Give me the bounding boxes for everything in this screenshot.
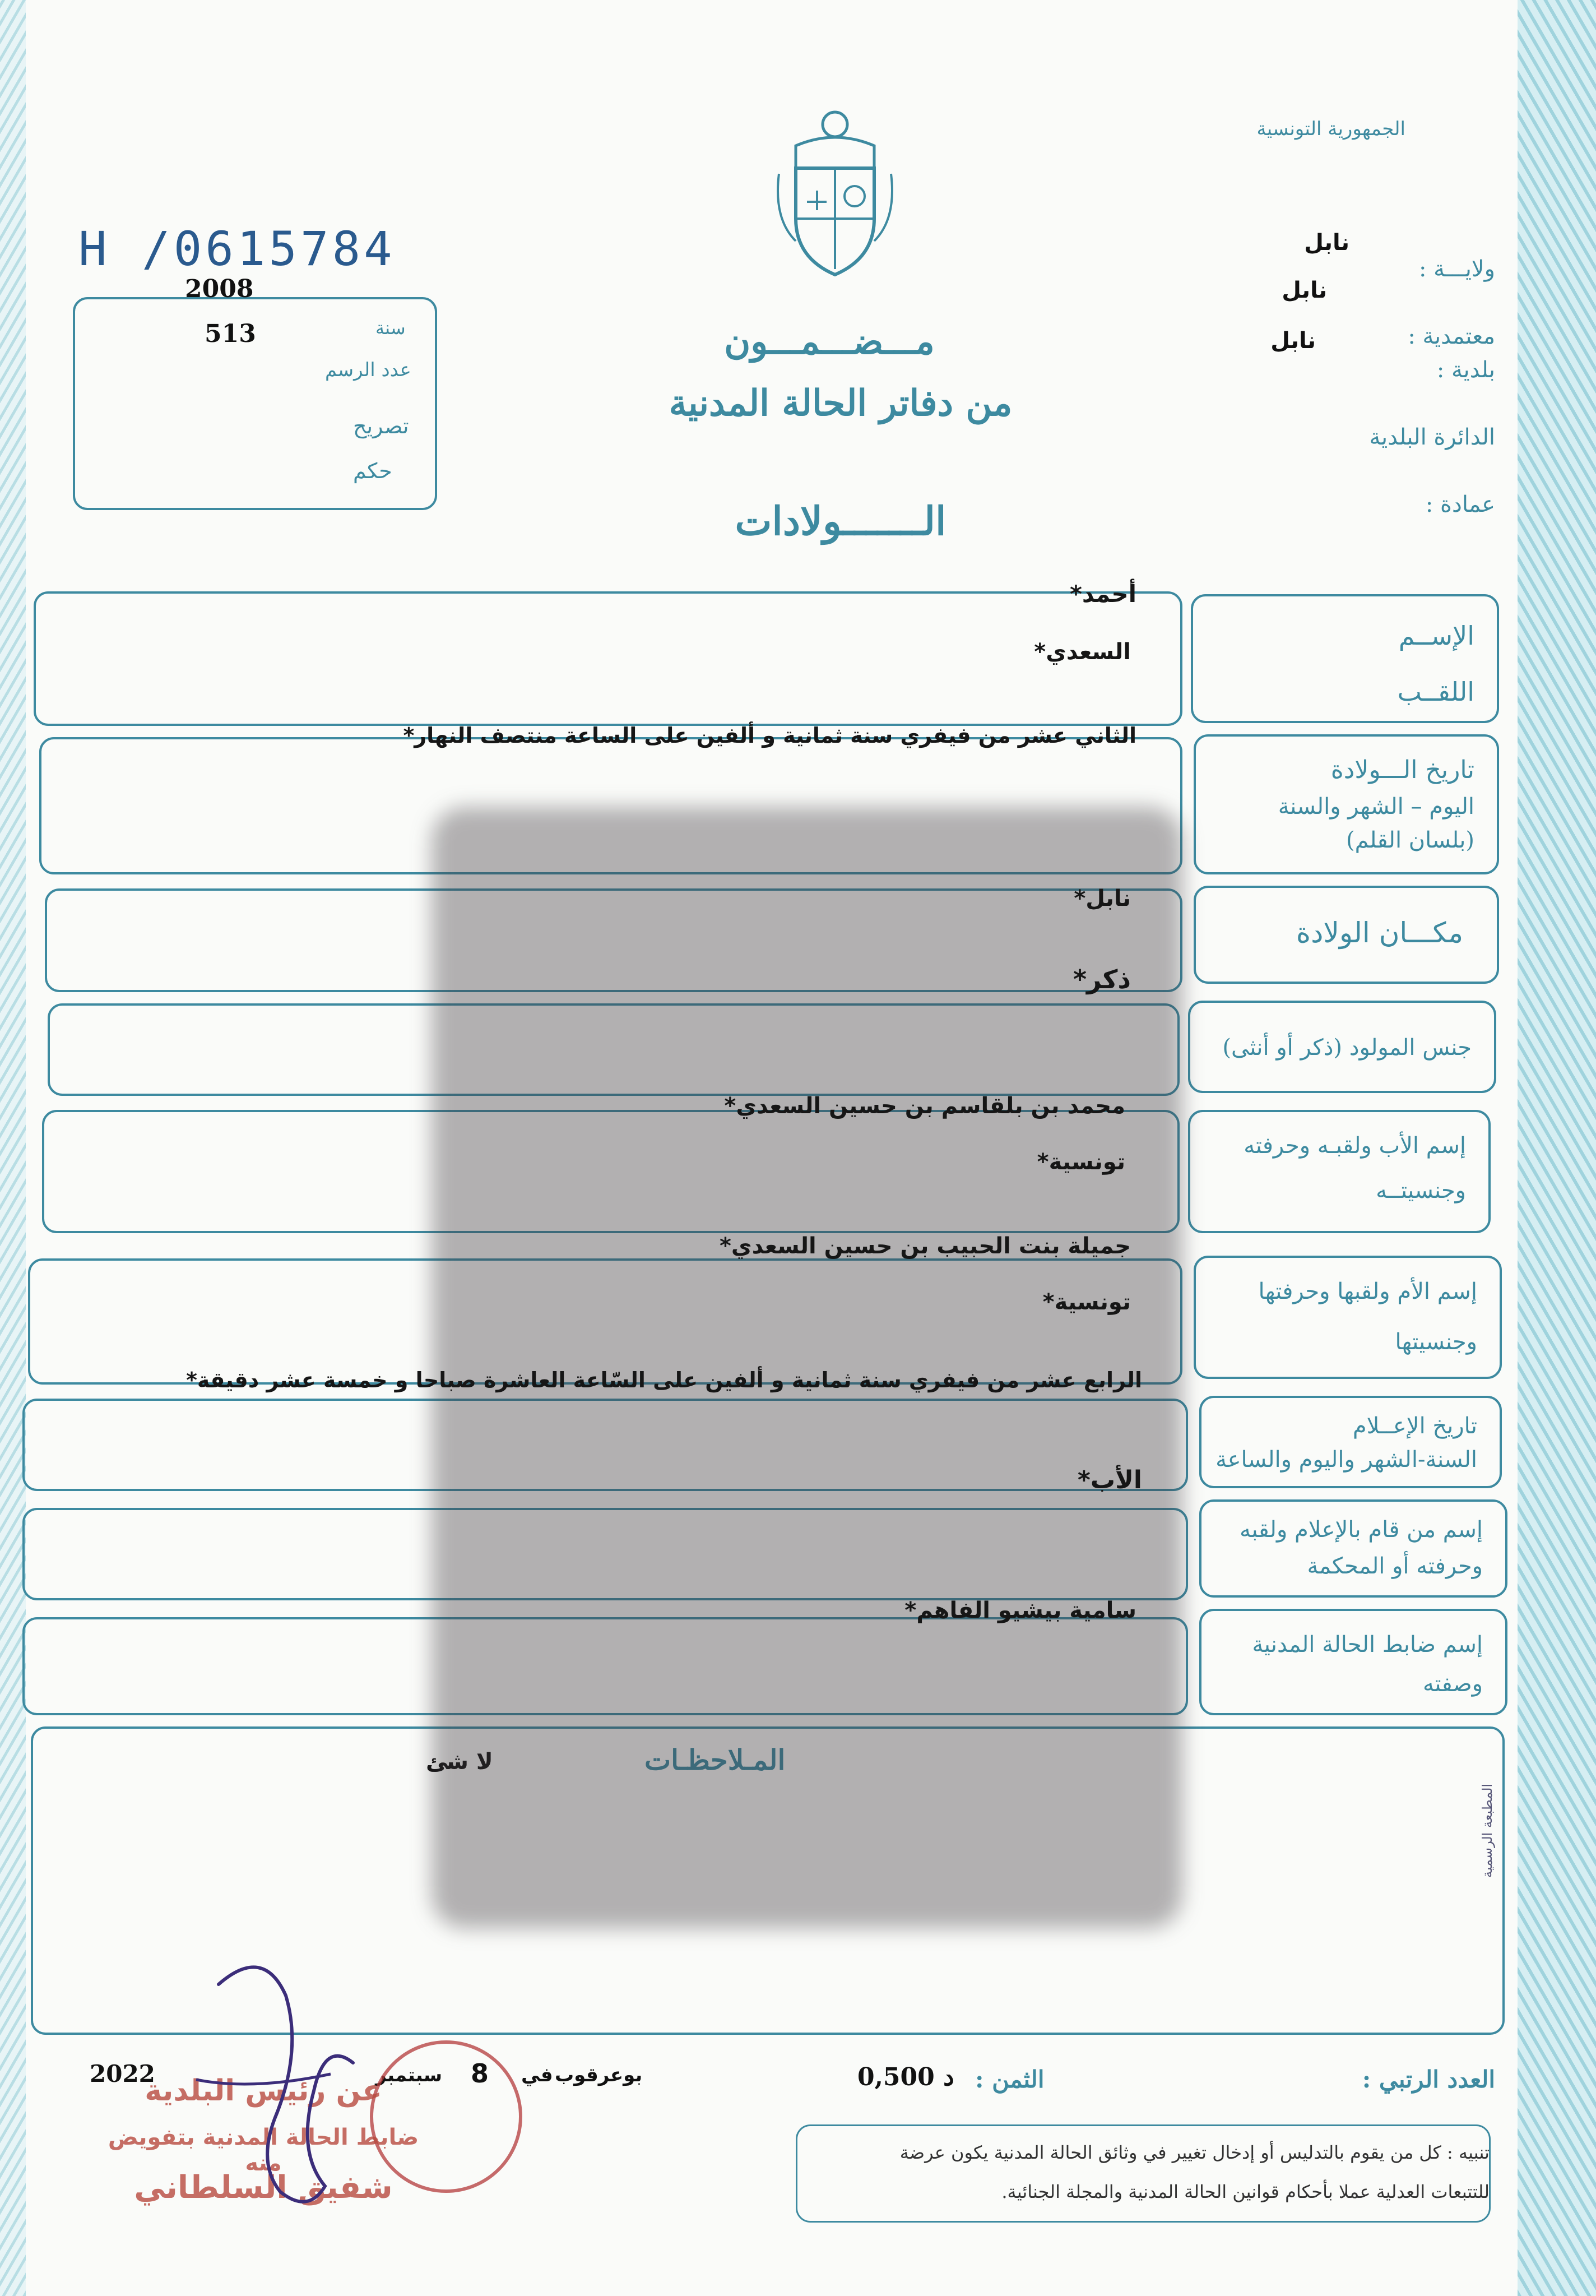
year-value-footer: 2022 <box>90 2060 155 2087</box>
motamadia-label: معتمدية : <box>1408 323 1495 349</box>
sex-value: ذكر* <box>1073 964 1131 994</box>
surname-label: اللقــب <box>1397 677 1474 707</box>
number-value: 513 <box>205 320 256 348</box>
label-box-sex <box>1188 1001 1496 1093</box>
signature-icon <box>185 1951 420 2209</box>
officer-label2: وصفته <box>1422 1671 1483 1697</box>
stamp-line1: عن رئيس البلدية <box>145 2074 382 2108</box>
mother-value: جميلة بنت الحبيب بن حسين السعدي* <box>719 1233 1131 1259</box>
stamp-line3: شفيق السلطاني <box>134 2169 393 2206</box>
declaration-label: تصريح <box>353 414 409 438</box>
mother-nationality-value: تونسية* <box>1042 1289 1131 1315</box>
motamadia-value: نابل <box>1282 277 1327 303</box>
judgment-label: حكم <box>353 459 392 483</box>
price-value: 0,500 د <box>857 2063 954 2091</box>
price-label: الثمن : <box>975 2066 1045 2093</box>
mother-label1: إسم الأم ولقبها وحرفتها <box>1258 1279 1477 1304</box>
year-value: 2008 <box>185 275 254 303</box>
declarant-value: الأب* <box>1077 1466 1142 1494</box>
birth-date-sub2: (بلسان القلم) <box>1346 827 1474 853</box>
first-name-value: أحمد* <box>1069 580 1136 608</box>
label-box-mother <box>1194 1256 1502 1379</box>
father-nationality-value: تونسية* <box>1037 1149 1125 1175</box>
baladia-label: بلدية : <box>1436 357 1495 383</box>
daira-label: الدائرة البلدية <box>1369 424 1495 450</box>
label-box-birth-place <box>1194 886 1499 984</box>
birth-place-label: مكـــان الولادة <box>1296 916 1463 949</box>
sex-label: جنس المولود (ذكر أو أنثى) <box>1222 1035 1472 1061</box>
serial-number-label: العدد الرتبي : <box>1362 2066 1495 2093</box>
declaration-date-label2: السنة-الشهر واليوم والساعة <box>1215 1447 1477 1473</box>
month-value: سبتمبر <box>375 2064 443 2086</box>
mother-label2: وجنسيتها <box>1395 1329 1477 1355</box>
printer-label: المطبعة الرسمية <box>1479 1783 1495 1878</box>
serial-number: H /0615784 <box>78 221 396 276</box>
label-box-name <box>1191 594 1499 723</box>
birth-date-label: تاريخ الـــولادة <box>1330 756 1474 784</box>
birth-place-value: نابل* <box>1074 886 1131 911</box>
father-value: محمد بن بلقاسم بن حسين السعدي* <box>724 1093 1125 1119</box>
wilaya-label: ولايـــة : <box>1418 256 1495 282</box>
tunisia-coat-of-arms-icon <box>773 107 897 280</box>
stamp-line2: ضابط الحالة المدنية بتفويض منه <box>108 2124 419 2176</box>
label-box-father <box>1188 1110 1491 1233</box>
title-line1: مـــضـــمـــون <box>724 321 935 363</box>
notice-line1: تنبيه : كل من يقوم بالتدليس أو إدخال تغيير في وثائق الحالة المدنية يكون عرضة <box>899 2142 1490 2163</box>
label-box-birth-date <box>1194 734 1499 874</box>
declarant-label1: إسم من قام بالإعلام ولقبه <box>1240 1517 1483 1543</box>
section-title: الـــــــولادات <box>735 498 947 544</box>
number-label: عدد الرسم <box>325 359 411 381</box>
surname-value: السعدي* <box>1034 639 1131 665</box>
officer-value: سامية بيشيو الفاهم* <box>904 1598 1136 1623</box>
label-box-declaration-date <box>1199 1396 1502 1488</box>
notice-line2: للتتبعات العدلية عملا بأحكام قوانين الحالة المدنية والمجلة الجنائية. <box>1001 2181 1490 2202</box>
officer-label1: إسم ضابط الحالة المدنية <box>1252 1632 1483 1658</box>
name-label: الإســم <box>1398 621 1474 651</box>
baladia-value: نابل <box>1270 328 1316 354</box>
day-value: 8 <box>471 2058 489 2089</box>
title-line2: من دفاتر الحالة المدنية <box>669 382 1013 424</box>
republic-label: الجمهورية التونسية <box>1256 118 1405 140</box>
declaration-date-label1: تاريخ الإعــلام <box>1352 1413 1477 1439</box>
place-value: بوعرقوب <box>555 2064 643 2086</box>
year-label: سنة <box>375 317 406 339</box>
declarant-label2: وحرفته أو المحكمة <box>1307 1553 1483 1579</box>
father-label2: وجنسيتــه <box>1376 1178 1466 1203</box>
security-border-right <box>1518 0 1596 2296</box>
value-box-name <box>34 591 1182 726</box>
security-border-left <box>0 0 26 2296</box>
omada-label: عمادة : <box>1425 492 1495 517</box>
declaration-date-value: الرابع عشر من فيفري سنة ثمانية و ألفين على السّاعة العاشرة صباحا و خمسة عشر دقيقة* <box>186 1368 1142 1392</box>
label-box-declarant <box>1199 1499 1507 1598</box>
remarks-label: المـلاحظـات <box>644 1743 786 1776</box>
wilaya-value: نابل <box>1304 230 1349 256</box>
label-box-officer <box>1199 1609 1507 1715</box>
birth-date-value: الثاني عشر من فيفري سنة ثمانية و ألفين على الساعة منتصف النهار* <box>403 723 1136 748</box>
father-label1: إسم الأب ولقبـه وحرفته <box>1244 1133 1466 1159</box>
in-word: في <box>521 2064 553 2086</box>
remarks-value: لا شئ <box>426 1749 493 1775</box>
birth-date-sub1: اليوم – الشهر والسنة <box>1278 794 1474 820</box>
